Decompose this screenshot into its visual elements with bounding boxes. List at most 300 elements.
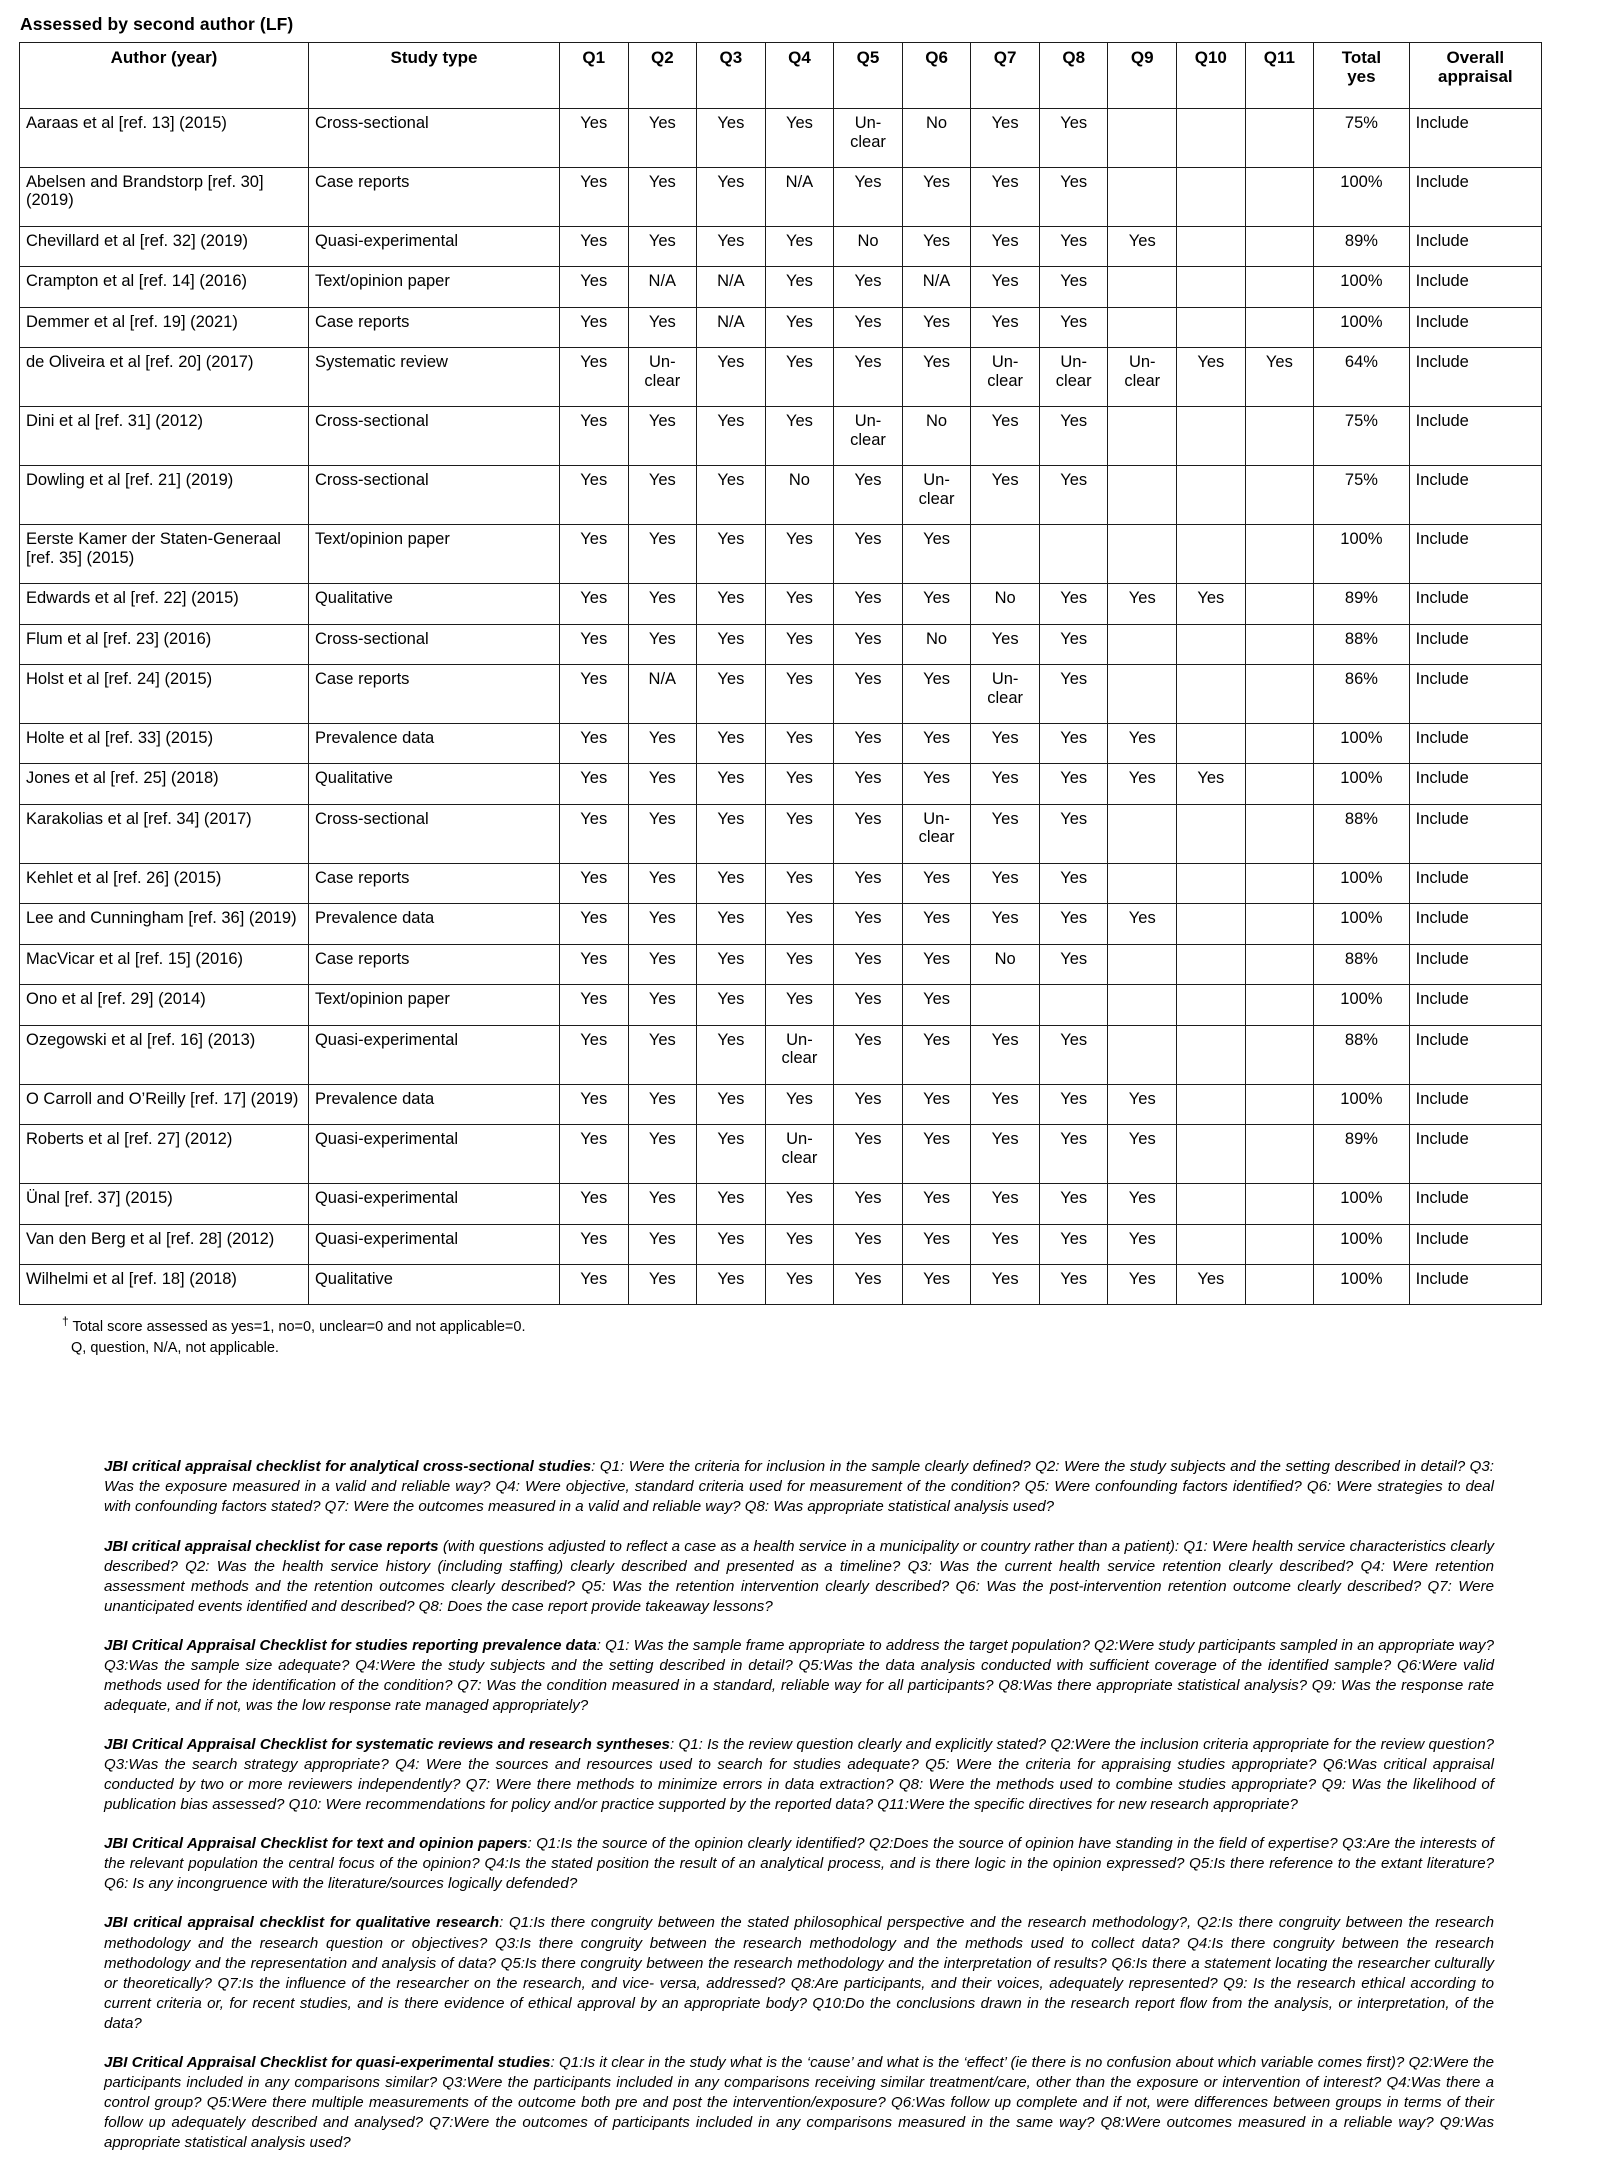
cell-q4: N/A (765, 168, 834, 227)
cell-author: Ünal [ref. 37] (2015) (20, 1184, 309, 1224)
cell-q11 (1245, 723, 1314, 763)
cell-total-yes: 75% (1314, 466, 1410, 525)
column-header-overall-line2: appraisal (1438, 67, 1513, 87)
cell-q5: Yes (834, 584, 903, 624)
cell-q9: Yes (1108, 584, 1177, 624)
cell-q10 (1177, 525, 1246, 584)
cell-overall-appraisal: Include (1409, 267, 1541, 307)
cell-q7: Yes (971, 904, 1040, 944)
table-row (20, 1025, 1542, 1084)
cell-q4: Yes (765, 764, 834, 804)
checklist-paragraph (104, 1537, 1494, 1617)
cell-study-type: Qualitative (308, 764, 559, 804)
cell-q5: Yes (834, 267, 903, 307)
cell-q9: Yes (1108, 764, 1177, 804)
cell-q5: Yes (834, 764, 903, 804)
cell-q2: Yes (628, 904, 697, 944)
cell-total-yes: 88% (1314, 944, 1410, 984)
cell-q6: Yes (902, 525, 971, 584)
cell-q1: Yes (559, 863, 628, 903)
cell-q1: Yes (559, 985, 628, 1025)
checklist-paragraph (104, 1636, 1494, 1716)
cell-q5: Yes (834, 985, 903, 1025)
cell-q4: Yes (765, 1224, 834, 1264)
cell-study-type: Cross-sectional (308, 466, 559, 525)
cell-q1: Yes (559, 525, 628, 584)
cell-q9 (1108, 307, 1177, 347)
cell-q5: Yes (834, 1025, 903, 1084)
cell-study-type: Cross-sectional (308, 407, 559, 466)
cell-q6: Yes (902, 665, 971, 724)
cell-q8: Yes (1039, 1184, 1108, 1224)
checklist-questions: : Q1:Is the source of the opinion clearly identified? Q2:Does the source of opinion have standing in the field of expertise? Q3:Are the interests of the relevant population the central focus of the opinion? Q4:Is the stated position the result of an analytical process, and is there logic in the opinion expressed? Q5:Is there reference to the extant literature? Q6: Is any incongruence with the literature/sources logically defended? (104, 1835, 1494, 1893)
cell-q8: Yes (1039, 1125, 1108, 1184)
cell-q7: Yes (971, 267, 1040, 307)
cell-author: Ozegowski et al [ref. 16] (2013) (20, 1025, 309, 1084)
cell-q11 (1245, 1265, 1314, 1305)
table-row (20, 1224, 1542, 1264)
cell-q7: Yes (971, 1125, 1040, 1184)
cell-total-yes: 100% (1314, 723, 1410, 763)
cell-q3: Yes (697, 1125, 766, 1184)
cell-q3: Yes (697, 804, 766, 863)
cell-q10 (1177, 863, 1246, 903)
cell-q7: Yes (971, 226, 1040, 266)
cell-q10 (1177, 904, 1246, 944)
cell-author: Chevillard et al [ref. 32] (2019) (20, 226, 309, 266)
cell-q10 (1177, 1025, 1246, 1084)
cell-q5: Yes (834, 1125, 903, 1184)
cell-q6: Yes (902, 944, 971, 984)
cell-q6: Un- clear (902, 466, 971, 525)
cell-q9: Yes (1108, 1125, 1177, 1184)
checklist-title: JBI Critical Appraisal Checklist for studies reporting prevalence data (104, 1636, 597, 1654)
table-row (20, 1084, 1542, 1124)
checklist-questions: : Q1:Is it clear in the study what is the ‘cause’ and what is the ‘effect’ (ie there is no confusion about which variable comes first)? Q2:Were the participants included in any comparisons similar? Q3:Were the participants included in any comparisons receiving similar treatment/care, other than the exposure or intervention of interest? Q4:Was there a control group? Q5:Were there multiple measurements of the outcome both pre and post the intervention/exposure? Q6:Was follow up complete and if not, were differences between groups in terms of their follow up adequately described and analysed? Q7:Were the outcomes of participants included in any comparisons measured in the same way? Q8:Were outcomes measured in a reliable way? Q9:Was appropriate statistical analysis used? (104, 2053, 1494, 2152)
cell-q10 (1177, 226, 1246, 266)
cell-q6: Yes (902, 226, 971, 266)
cell-q6: N/A (902, 267, 971, 307)
cell-q2: Yes (628, 723, 697, 763)
cell-q7: Un- clear (971, 348, 1040, 407)
cell-study-type: Text/opinion paper (308, 985, 559, 1025)
checklist-title: JBI critical appraisal checklist for qualitative research (104, 1914, 500, 1932)
cell-q5: Yes (834, 1265, 903, 1305)
checklist-title: JBI Critical Appraisal Checklist for quasi-experimental studies (104, 2053, 551, 2071)
cell-q7: Yes (971, 804, 1040, 863)
cell-study-type: Cross-sectional (308, 109, 559, 168)
cell-q8: Yes (1039, 665, 1108, 724)
table-row (20, 267, 1542, 307)
checklist-questions: : Q1:Is there congruity between the stated philosophical perspective and the research methodology?, Q2:Is there congruity between the research methodology and the research question or objectives? Q3:Is there congruity between the research methodology and the methods used to collect data? Q4:Is there congruity between the research methodology and the representation and analysis of data? Q5:Is there congruity between the research methodology and the interpretation of results? Q6:Is there a statement locating the researcher culturally or theoretically? Q7:Is the influence of the researcher on the research, and vice- versa, addressed? Q8:Are participants, and their voices, adequately represented? Q9: Is the research ethical according to current criteria or, for recent studies, and is there evidence of ethical approval by an appropriate body? Q10:Do the conclusions drawn in the research report flow from the analysis, or interpretation, of the data? (104, 1914, 1494, 2032)
cell-q11 (1245, 985, 1314, 1025)
cell-author: Flum et al [ref. 23] (2016) (20, 624, 309, 664)
cell-q3: Yes (697, 1265, 766, 1305)
table-row (20, 944, 1542, 984)
cell-q3: Yes (697, 764, 766, 804)
footnote-dagger: † (62, 1314, 69, 1329)
cell-q3: Yes (697, 226, 766, 266)
cell-q11 (1245, 1224, 1314, 1264)
cell-author: MacVicar et al [ref. 15] (2016) (20, 944, 309, 984)
cell-overall-appraisal: Include (1409, 226, 1541, 266)
column-header-total-yes (1314, 43, 1410, 109)
cell-q9: Yes (1108, 1265, 1177, 1305)
table-row (20, 307, 1542, 347)
cell-q11 (1245, 624, 1314, 664)
cell-total-yes: 75% (1314, 109, 1410, 168)
cell-total-yes: 100% (1314, 267, 1410, 307)
column-header-q10: Q10 (1177, 43, 1246, 109)
cell-q9 (1108, 466, 1177, 525)
checklist-title: JBI critical appraisal checklist for analytical cross-sectional studies (104, 1458, 592, 1476)
cell-q11 (1245, 168, 1314, 227)
cell-q1: Yes (559, 1084, 628, 1124)
table-row (20, 226, 1542, 266)
cell-q8: Yes (1039, 168, 1108, 227)
cell-overall-appraisal: Include (1409, 764, 1541, 804)
cell-q1: Yes (559, 348, 628, 407)
cell-q2: Yes (628, 764, 697, 804)
cell-q10 (1177, 1084, 1246, 1124)
cell-q1: Yes (559, 267, 628, 307)
cell-study-type: Text/opinion paper (308, 267, 559, 307)
cell-q6: Yes (902, 1265, 971, 1305)
cell-q8: Yes (1039, 804, 1108, 863)
cell-q5: Yes (834, 348, 903, 407)
cell-q10 (1177, 466, 1246, 525)
cell-q1: Yes (559, 1025, 628, 1084)
cell-q10 (1177, 1125, 1246, 1184)
cell-author: Jones et al [ref. 25] (2018) (20, 764, 309, 804)
cell-study-type: Quasi-experimental (308, 1224, 559, 1264)
cell-overall-appraisal: Include (1409, 624, 1541, 664)
cell-q4: Yes (765, 624, 834, 664)
cell-q4: Yes (765, 407, 834, 466)
cell-q7: No (971, 584, 1040, 624)
table-row (20, 1125, 1542, 1184)
cell-q4: Yes (765, 1265, 834, 1305)
cell-q5: Yes (834, 1184, 903, 1224)
cell-q5: Yes (834, 1084, 903, 1124)
cell-q4: Yes (765, 267, 834, 307)
cell-q4: Yes (765, 944, 834, 984)
cell-q11 (1245, 1184, 1314, 1224)
cell-total-yes: 100% (1314, 764, 1410, 804)
cell-q5: Yes (834, 525, 903, 584)
cell-q7: Yes (971, 723, 1040, 763)
cell-q11 (1245, 407, 1314, 466)
checklist-paragraph (104, 1735, 1494, 1815)
cell-study-type: Systematic review (308, 348, 559, 407)
cell-q3: Yes (697, 109, 766, 168)
cell-overall-appraisal: Include (1409, 348, 1541, 407)
cell-q5: Yes (834, 466, 903, 525)
cell-q10 (1177, 407, 1246, 466)
checklist-paragraph (104, 1457, 1494, 1517)
cell-q2: Yes (628, 226, 697, 266)
cell-author: Van den Berg et al [ref. 28] (2012) (20, 1224, 309, 1264)
cell-q2: Yes (628, 804, 697, 863)
cell-overall-appraisal: Include (1409, 584, 1541, 624)
table-row (20, 665, 1542, 724)
cell-q9: Yes (1108, 1184, 1177, 1224)
cell-total-yes: 100% (1314, 863, 1410, 903)
footnote-line-1: Total score assessed as yes=1, no=0, unclear=0 and not applicable=0. (72, 1319, 526, 1336)
cell-q7: Un- clear (971, 665, 1040, 724)
cell-q4: Yes (765, 109, 834, 168)
checklist-questions: : Q1: Were health service characteristics clearly described? Q2: Was the health service history (including staffing) clearly described and presented as a timeline? Q3: Was the current health service retention clearly described? Q4: Were retention assessment methods and the retention outcomes clearly described? Q5: Was the retention intervention clearly described? Q6: Was the post-intervention retention outcome clearly described? Q7: Were unanticipated events identified and described? Q8: Does the case report provide takeaway lessons? (104, 1537, 1494, 1615)
cell-study-type: Quasi-experimental (308, 1184, 559, 1224)
cell-q8 (1039, 525, 1108, 584)
cell-total-yes: 89% (1314, 584, 1410, 624)
cell-q10 (1177, 1184, 1246, 1224)
column-header-q6: Q6 (902, 43, 971, 109)
cell-total-yes: 88% (1314, 804, 1410, 863)
cell-total-yes: 100% (1314, 1184, 1410, 1224)
cell-q10 (1177, 168, 1246, 227)
cell-q5: Yes (834, 863, 903, 903)
cell-q9 (1108, 804, 1177, 863)
cell-overall-appraisal: Include (1409, 1265, 1541, 1305)
cell-study-type: Quasi-experimental (308, 226, 559, 266)
cell-q10 (1177, 307, 1246, 347)
cell-total-yes: 100% (1314, 904, 1410, 944)
cell-q11 (1245, 665, 1314, 724)
cell-q2: N/A (628, 665, 697, 724)
cell-q6: Yes (902, 584, 971, 624)
cell-q2: Yes (628, 407, 697, 466)
column-header-author: Author (year) (20, 43, 309, 109)
checklist-title: JBI critical appraisal checklist for case reports (104, 1537, 439, 1555)
cell-q10 (1177, 804, 1246, 863)
cell-total-yes: 100% (1314, 168, 1410, 227)
cell-author: Abelsen and Brandstorp [ref. 30] (2019) (20, 168, 309, 227)
cell-q8: Yes (1039, 1224, 1108, 1264)
page-title: Assessed by second author (LF) (20, 14, 294, 34)
cell-q7: Yes (971, 407, 1040, 466)
cell-q8: Yes (1039, 307, 1108, 347)
cell-q8: Yes (1039, 1084, 1108, 1124)
cell-q7 (971, 985, 1040, 1025)
cell-q3: Yes (697, 584, 766, 624)
cell-author: Wilhelmi et al [ref. 18] (2018) (20, 1265, 309, 1305)
cell-q9: Yes (1108, 723, 1177, 763)
cell-q3: Yes (697, 985, 766, 1025)
cell-q8: Yes (1039, 904, 1108, 944)
cell-q8: Yes (1039, 1265, 1108, 1305)
column-header-q2: Q2 (628, 43, 697, 109)
cell-q6: Yes (902, 904, 971, 944)
cell-study-type: Case reports (308, 168, 559, 227)
cell-q1: Yes (559, 723, 628, 763)
cell-q6: Yes (902, 307, 971, 347)
cell-q1: Yes (559, 1125, 628, 1184)
cell-overall-appraisal: Include (1409, 723, 1541, 763)
cell-q11 (1245, 307, 1314, 347)
cell-q4: Yes (765, 985, 834, 1025)
footnote-line-2: Q, question, N/A, not applicable. (71, 1340, 279, 1357)
cell-q10 (1177, 665, 1246, 724)
cell-total-yes: 100% (1314, 1084, 1410, 1124)
cell-q5: Yes (834, 624, 903, 664)
cell-q3: Yes (697, 665, 766, 724)
cell-q7: Yes (971, 1265, 1040, 1305)
cell-q1: Yes (559, 168, 628, 227)
cell-q3: Yes (697, 904, 766, 944)
checklist-definitions (104, 1457, 1494, 2153)
table-row (20, 407, 1542, 466)
cell-author: Aaraas et al [ref. 13] (2015) (20, 109, 309, 168)
cell-q2: N/A (628, 267, 697, 307)
cell-author: Lee and Cunningham [ref. 36] (2019) (20, 904, 309, 944)
table-row (20, 863, 1542, 903)
cell-study-type: Qualitative (308, 584, 559, 624)
cell-q7: Yes (971, 863, 1040, 903)
cell-q7: Yes (971, 307, 1040, 347)
cell-author: O Carroll and O’Reilly [ref. 17] (2019) (20, 1084, 309, 1124)
cell-q8: Yes (1039, 863, 1108, 903)
cell-q1: Yes (559, 109, 628, 168)
cell-total-yes: 100% (1314, 307, 1410, 347)
cell-q6: Yes (902, 985, 971, 1025)
cell-total-yes: 100% (1314, 1265, 1410, 1305)
cell-q2: Yes (628, 109, 697, 168)
cell-q1: Yes (559, 1265, 628, 1305)
cell-q7: Yes (971, 624, 1040, 664)
cell-q5: Yes (834, 723, 903, 763)
cell-q1: Yes (559, 1224, 628, 1264)
cell-q11 (1245, 267, 1314, 307)
cell-q7 (971, 525, 1040, 584)
cell-q4: Yes (765, 665, 834, 724)
cell-overall-appraisal: Include (1409, 1025, 1541, 1084)
checklist-subtitle: (with questions adjusted to reflect a case as a health service in a municipality or country rather than a patient) (438, 1537, 1175, 1555)
cell-q8: Yes (1039, 584, 1108, 624)
cell-total-yes: 100% (1314, 525, 1410, 584)
cell-q6: No (902, 109, 971, 168)
column-header-overall-line1: Overall (1446, 48, 1505, 67)
cell-author: Edwards et al [ref. 22] (2015) (20, 584, 309, 624)
cell-q8: Yes (1039, 466, 1108, 525)
table-row (20, 1265, 1542, 1305)
cell-overall-appraisal: Include (1409, 109, 1541, 168)
cell-q9 (1108, 109, 1177, 168)
cell-q6: Yes (902, 764, 971, 804)
column-header-q5: Q5 (834, 43, 903, 109)
cell-q1: Yes (559, 624, 628, 664)
cell-q10 (1177, 109, 1246, 168)
cell-q1: Yes (559, 407, 628, 466)
cell-q4: Yes (765, 1084, 834, 1124)
table-row (20, 904, 1542, 944)
cell-q8: Yes (1039, 764, 1108, 804)
cell-q9: Yes (1108, 1224, 1177, 1264)
table-header-row (20, 43, 1542, 109)
cell-q3: Yes (697, 407, 766, 466)
cell-q5: Yes (834, 307, 903, 347)
table-row (20, 1184, 1542, 1224)
cell-q7: Yes (971, 1184, 1040, 1224)
cell-q9: Yes (1108, 1084, 1177, 1124)
cell-overall-appraisal: Include (1409, 1224, 1541, 1264)
cell-total-yes: 89% (1314, 226, 1410, 266)
cell-q10 (1177, 1224, 1246, 1264)
cell-q7: No (971, 944, 1040, 984)
cell-q5: Yes (834, 1224, 903, 1264)
table-row (20, 985, 1542, 1025)
cell-q2: Yes (628, 944, 697, 984)
cell-total-yes: 100% (1314, 1224, 1410, 1264)
cell-q1: Yes (559, 307, 628, 347)
cell-total-yes: 75% (1314, 407, 1410, 466)
cell-total-yes: 88% (1314, 1025, 1410, 1084)
cell-q11 (1245, 904, 1314, 944)
cell-overall-appraisal: Include (1409, 1125, 1541, 1184)
cell-study-type: Case reports (308, 944, 559, 984)
cell-study-type: Cross-sectional (308, 624, 559, 664)
cell-q1: Yes (559, 764, 628, 804)
cell-q2: Yes (628, 584, 697, 624)
cell-q3: Yes (697, 1025, 766, 1084)
footnote-total-score (62, 1313, 1580, 1338)
cell-study-type: Quasi-experimental (308, 1125, 559, 1184)
cell-q5: Yes (834, 904, 903, 944)
cell-q4: Yes (765, 307, 834, 347)
cell-q3: N/A (697, 267, 766, 307)
cell-q10: Yes (1177, 348, 1246, 407)
cell-q5: Un- clear (834, 109, 903, 168)
cell-q1: Yes (559, 665, 628, 724)
cell-q2: Yes (628, 1025, 697, 1084)
cell-author: Crampton et al [ref. 14] (2016) (20, 267, 309, 307)
cell-q10 (1177, 267, 1246, 307)
column-header-q4: Q4 (765, 43, 834, 109)
cell-q2: Yes (628, 168, 697, 227)
cell-overall-appraisal: Include (1409, 904, 1541, 944)
table-body (20, 109, 1542, 1305)
cell-q5: Yes (834, 804, 903, 863)
table-row (20, 624, 1542, 664)
cell-q2: Yes (628, 307, 697, 347)
cell-q5: Yes (834, 168, 903, 227)
cell-q9 (1108, 665, 1177, 724)
cell-q1: Yes (559, 1184, 628, 1224)
cell-q5: Yes (834, 665, 903, 724)
cell-q2: Yes (628, 466, 697, 525)
cell-q1: Yes (559, 226, 628, 266)
cell-overall-appraisal: Include (1409, 863, 1541, 903)
cell-q7: Yes (971, 168, 1040, 227)
cell-overall-appraisal: Include (1409, 407, 1541, 466)
cell-author: Roberts et al [ref. 27] (2012) (20, 1125, 309, 1184)
cell-q7: Yes (971, 109, 1040, 168)
cell-q9 (1108, 944, 1177, 984)
cell-overall-appraisal: Include (1409, 944, 1541, 984)
cell-q4: Yes (765, 584, 834, 624)
cell-q1: Yes (559, 584, 628, 624)
cell-q9: Yes (1108, 226, 1177, 266)
cell-q6: Yes (902, 1084, 971, 1124)
cell-q8 (1039, 985, 1108, 1025)
column-header-q8: Q8 (1039, 43, 1108, 109)
cell-q8: Un- clear (1039, 348, 1108, 407)
cell-study-type: Case reports (308, 307, 559, 347)
cell-q7: Yes (971, 466, 1040, 525)
cell-q9 (1108, 1025, 1177, 1084)
cell-q4: Yes (765, 226, 834, 266)
cell-author: Kehlet et al [ref. 26] (2015) (20, 863, 309, 903)
